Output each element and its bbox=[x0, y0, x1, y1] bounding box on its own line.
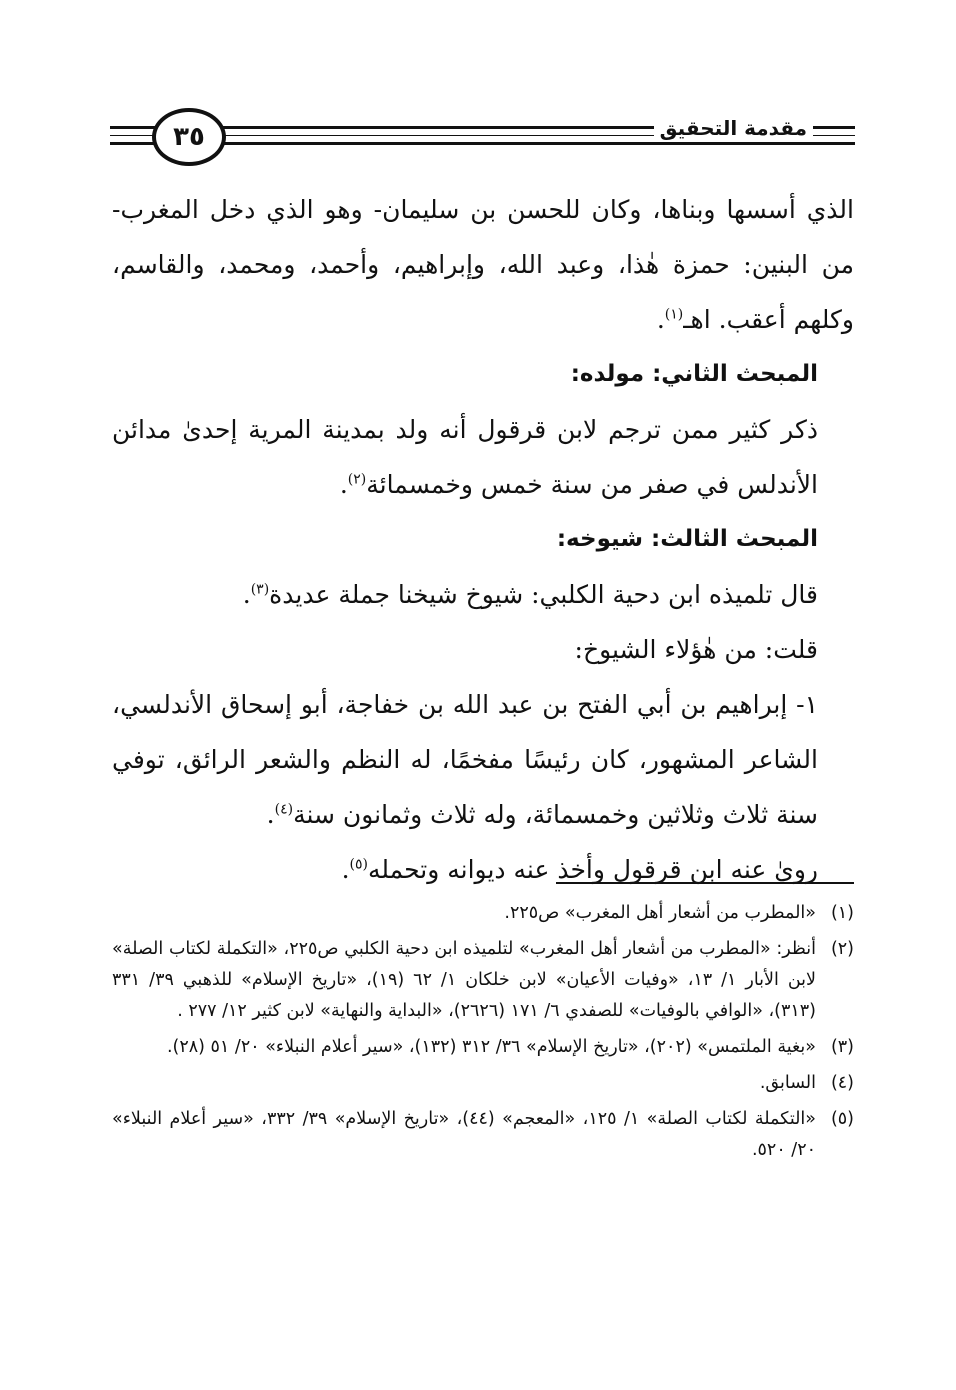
footnote-text: «المطرب من أشعار أهل المغرب» ص٢٢٥. bbox=[504, 903, 816, 923]
footnote-text: «التكملة لكتاب الصلة» ١/ ١٢٥، «المعجم» (٤٤)، «تاريخ الإسلام» ٣٩/ ٣٣٢، «سير أعلام النبلاء» ٢٠/ ٥٢٠. bbox=[112, 1109, 816, 1160]
footnote-ref-3: (٣) bbox=[250, 581, 270, 598]
main-text bbox=[112, 182, 854, 897]
footnote-number: (١) bbox=[830, 903, 854, 923]
footnote-3 bbox=[112, 1032, 854, 1063]
footnote-text: السابق. bbox=[759, 1073, 816, 1093]
footnote-number: (٤) bbox=[830, 1073, 854, 1093]
section-heading-birth: المبحث الثاني: مولده: bbox=[570, 361, 818, 387]
footnote-text: أنظر: «المطرب من أشعار أهل المغرب» لتلميذه ابن دحية الكلبي ص٢٢٥، «التكملة لكتاب الصلة» لابن الأبار ١/ ١٣، «وفيات الأعيان» لابن خلكان ١/ ٦٢ (١٩)، «تاريخ الإسلام» للذهبي ٣٩/ ٣٣١ (٣١٣)، «الوافي بالوفيات» للصفدي ٦/ ١٧١ (٢٦٢٦)، «البداية والنهاية» لابن كثير ١٢/ ٢٧٧ . bbox=[112, 939, 817, 1021]
footnote-separator bbox=[556, 882, 854, 884]
footnote-number: (٢) bbox=[830, 939, 854, 959]
footnote-ref-5: (٥) bbox=[349, 856, 368, 873]
section-heading-teachers: المبحث الثالث: شيوخه: bbox=[556, 526, 818, 552]
page-number: ٣٥ bbox=[152, 108, 226, 166]
paragraph-4: قلت: من هٰؤلاء الشيوخ: bbox=[574, 635, 818, 664]
footnote-5 bbox=[112, 1104, 854, 1166]
footnote-1 bbox=[112, 898, 854, 929]
paragraph-5: ١- إبراهيم بن أبي الفتح بن عبد الله بن خفاجة، أبو إسحاق الأندلسي، الشاعر المشهور، كان رئيسًا مفخمًا، له النظم والشعر الرائق، توفي سنة ثلاث وثلاثين وخمسمائة، وله ثلاث وثمانون سنة$^{(٤)}$. bbox=[112, 690, 818, 829]
footnote-ref-2: (٢) bbox=[347, 471, 367, 488]
paragraph-1: الذي أسسها وبناها، وكان للحسن بن سليمان- وهو الذي دخل المغرب- من البنين: حمزة هٰذا، وعبد الله، وإبراهيم، وأحمد، ومحمد، والقاسم، وكلهم أعقب. اهـ$^{(١)}$. bbox=[112, 195, 854, 334]
footnote-ref-4: (٤) bbox=[274, 801, 294, 818]
running-title: مقدمة التحقيق bbox=[654, 116, 813, 140]
paragraph-2: ذكر كثير ممن ترجم لابن قرقول أنه ولد بمدينة المرية إحدىٰ مدائن الأندلس في صفر من سنة خمس وخمسمائة$^{(٢)}$. bbox=[112, 415, 818, 499]
paragraph-3: قال تلميذه ابن دحية الكلبي: شيوخ شيخنا جملة عديدة$^{(٣)}$. bbox=[242, 580, 818, 609]
paragraph-6: روىٰ عنه ابن قرقول وأخذ عنه ديوانه وتحمله$^{(٥)}$. bbox=[341, 855, 818, 884]
footnote-4 bbox=[112, 1068, 854, 1099]
footnote-number: (٥) bbox=[830, 1109, 854, 1129]
footnote-text: «بغية الملتمس» (٢٠٢)، «تاريخ الإسلام» ٣٦/ ٣١٢ (١٣٢)، «سير أعلام النبلاء» ٢٠/ ٥١ (٢٨). bbox=[166, 1037, 816, 1057]
footnotes bbox=[112, 898, 854, 1171]
footnote-ref-1: (١) bbox=[664, 306, 684, 323]
footnote-number: (٣) bbox=[830, 1037, 854, 1057]
page-header bbox=[110, 108, 855, 160]
footnote-2 bbox=[112, 934, 854, 1027]
